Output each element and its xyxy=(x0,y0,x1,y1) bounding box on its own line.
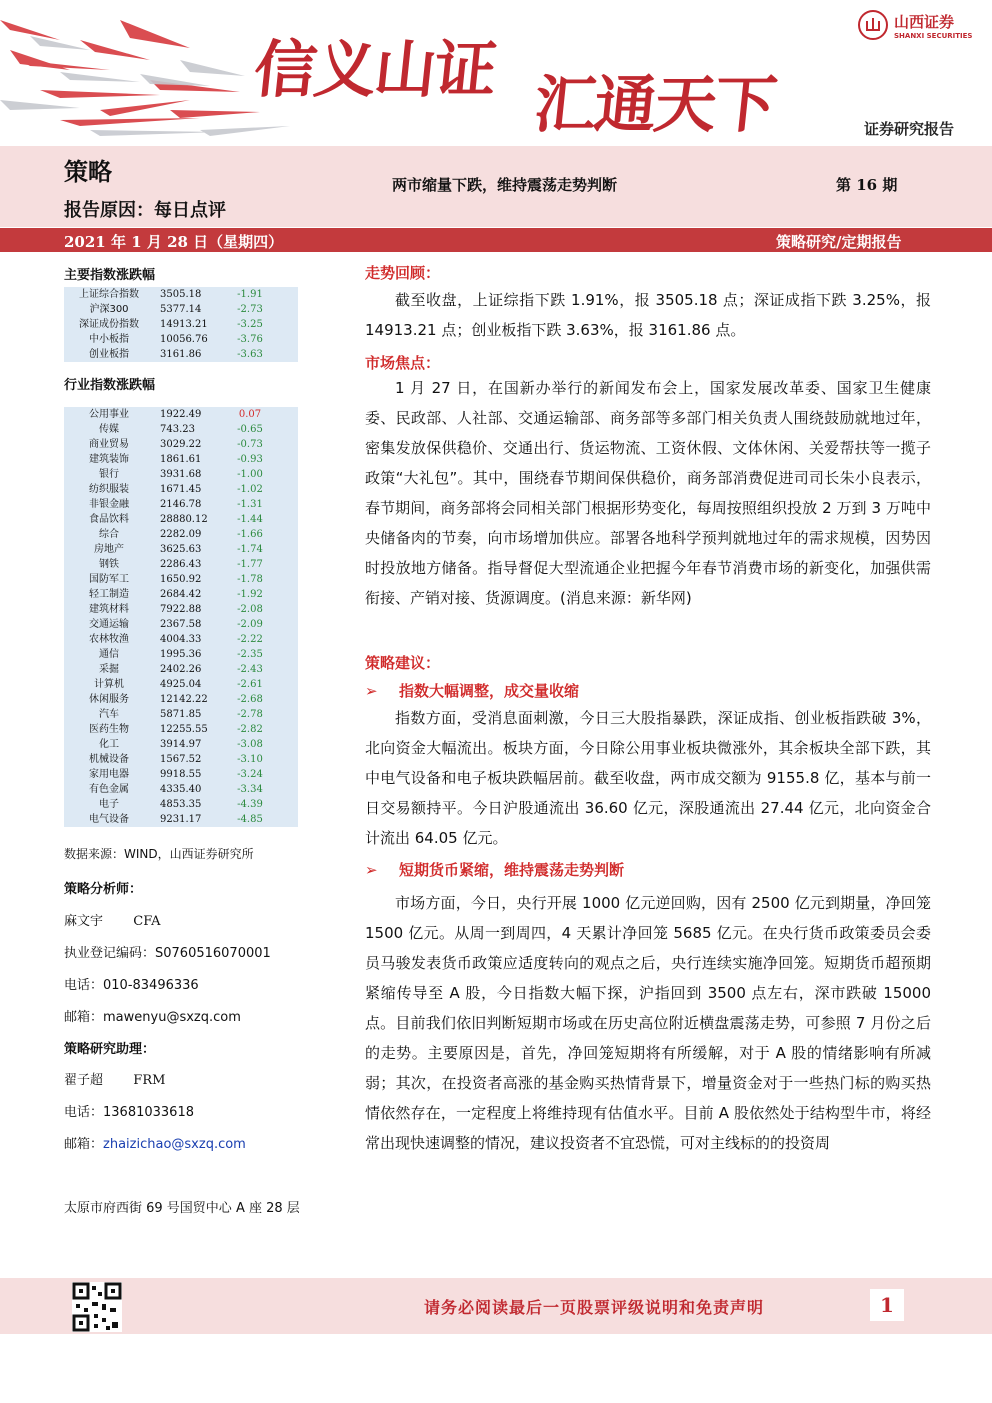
assistant-phone: 电话：13681033618 xyxy=(64,1105,194,1120)
index-change: 0.07 xyxy=(238,409,262,420)
industry-index-table xyxy=(64,407,298,827)
table-padding xyxy=(270,812,298,827)
index-name: 农林牧渔 xyxy=(89,634,129,645)
index-row xyxy=(64,332,298,347)
index-name: 建筑装饰 xyxy=(89,454,129,465)
issue-number: 第 16 期 xyxy=(836,176,898,194)
index-change: -1.74 xyxy=(237,544,263,555)
table-padding xyxy=(270,707,298,722)
table-padding xyxy=(270,662,298,677)
table-padding xyxy=(270,737,298,752)
analyst-registration: 执业登记编码：S0760516070001 xyxy=(64,946,271,961)
index-row xyxy=(64,527,298,542)
subheading-index-adjust-text: 指数大幅调整，成交量收缩 xyxy=(399,682,580,700)
index-row xyxy=(64,677,298,692)
table-padding xyxy=(270,422,298,437)
table-padding xyxy=(270,317,298,332)
table-padding xyxy=(270,767,298,782)
index-row xyxy=(64,467,298,482)
table-padding xyxy=(270,347,298,362)
index-row xyxy=(64,662,298,677)
index-name: 化工 xyxy=(99,739,119,750)
logo-text-cn: 山西证券 xyxy=(894,13,955,31)
table-padding xyxy=(270,752,298,767)
main-index-table xyxy=(64,287,298,362)
table-padding xyxy=(270,617,298,632)
index-name: 食品饮料 xyxy=(89,514,129,525)
table-padding xyxy=(270,497,298,512)
index-value: 1922.49 xyxy=(160,409,202,420)
index-name: 电子 xyxy=(99,799,119,810)
index-value: 743.23 xyxy=(160,424,195,435)
index-value: 4925.04 xyxy=(160,679,202,690)
table-padding xyxy=(270,302,298,317)
index-row xyxy=(64,782,298,797)
table-padding xyxy=(270,287,298,302)
index-name: 家用电器 xyxy=(89,769,129,780)
index-change: -3.25 xyxy=(237,319,263,330)
index-value: 3625.63 xyxy=(160,544,202,555)
index-row xyxy=(64,812,298,827)
index-row xyxy=(64,287,298,302)
table-padding xyxy=(270,557,298,572)
index-row xyxy=(64,587,298,602)
logo-text-en: SHANXI SECURITIES xyxy=(894,32,973,40)
page-number: 1 xyxy=(870,1289,904,1321)
index-row xyxy=(64,482,298,497)
table-padding xyxy=(270,782,298,797)
index-name: 创业板指 xyxy=(89,349,129,360)
table-padding xyxy=(270,572,298,587)
analyst-cert: CFA xyxy=(133,914,161,929)
index-name: 房地产 xyxy=(94,544,124,555)
index-name: 机械设备 xyxy=(89,754,129,765)
index-row xyxy=(64,692,298,707)
index-row xyxy=(64,602,298,617)
main-index-heading: 主要指数涨跌幅 xyxy=(64,268,156,283)
paragraph-focus: 1 月 27 日，在国新办举行的新闻发布会上，国家发展改革委、国家卫生健康委、民政部、人社部、交通运输部、商务部等多部门相关负责人围绕鼓励就地过年，密集发放保供稳价、交通出行、货运物流、工资休假、文体休闲、关爱帮扶等一揽子政策“大礼包”。其中，围绕春节期间保供稳价，商务部消费促进司司长朱小良表示，春节期间，商务部将会同相关部门根据形势变化，每周按照组织投放 2 万到 3 万吨中央储备肉的节奏，向市场增加供应。部署各地科学预判就地过年的需求规模，因势因时投放地方储备。指导督促大型流通企业把握今年春节消费市场的新变化，加强供需衔接、产销对接、货源调度。(消息来源：新华网) xyxy=(365,379,931,607)
index-change: -2.78 xyxy=(237,709,263,720)
index-value: 5377.14 xyxy=(160,304,202,315)
index-row xyxy=(64,422,298,437)
index-name: 商业贸易 xyxy=(89,439,129,450)
table-padding xyxy=(270,647,298,662)
index-value: 1567.52 xyxy=(160,754,202,765)
index-row xyxy=(64,797,298,812)
subheading-monetary-text: 短期货币紧缩，维持震荡走势判断 xyxy=(399,861,625,879)
table-padding xyxy=(270,602,298,617)
index-change: -1.77 xyxy=(237,559,263,570)
analyst-heading: 策略分析师： xyxy=(64,882,143,897)
index-change: -1.92 xyxy=(237,589,263,600)
index-name: 深证成份指数 xyxy=(79,319,139,330)
index-change: -2.61 xyxy=(237,679,263,690)
index-change: -2.43 xyxy=(237,664,263,675)
index-name: 钢铁 xyxy=(99,559,119,570)
analyst-name: 麻文宇 xyxy=(64,914,104,929)
data-source-note: 数据来源：WIND，山西证券研究所 xyxy=(64,847,254,861)
footer-disclaimer: 请务必阅读最后一页股票评级说明和免责声明 xyxy=(424,1298,765,1317)
index-value: 9231.17 xyxy=(160,814,202,825)
index-value: 1861.61 xyxy=(160,454,202,465)
table-padding xyxy=(270,632,298,647)
subheading-monetary xyxy=(365,859,624,880)
bullet-arrow-icon: ➢ xyxy=(365,861,378,879)
index-name: 采掘 xyxy=(99,664,119,675)
index-change: -2.82 xyxy=(237,724,263,735)
section-title: 策略 xyxy=(64,158,112,186)
index-name: 医药生物 xyxy=(89,724,129,735)
index-row xyxy=(64,542,298,557)
index-name: 汽车 xyxy=(99,709,119,720)
table-padding xyxy=(270,542,298,557)
index-change: -2.73 xyxy=(237,304,263,315)
index-name: 休闲服务 xyxy=(89,694,129,705)
index-change: -4.39 xyxy=(237,799,263,810)
index-name: 建筑材料 xyxy=(89,604,129,615)
table-padding xyxy=(270,692,298,707)
index-name: 公用事业 xyxy=(89,409,129,420)
paragraph-review: 截至收盘，上证综指下跌 1.91%，报 3505.18 点；深证成指下跌 3.25%，报 14913.21 点；创业板指下跌 3.63%，报 3161.86 点。 xyxy=(365,291,931,339)
index-value: 14913.21 xyxy=(160,319,208,330)
index-row xyxy=(64,302,298,317)
index-change: -3.34 xyxy=(237,784,263,795)
index-value: 4853.35 xyxy=(160,799,202,810)
index-change: -3.10 xyxy=(237,754,263,765)
index-name: 上证综合指数 xyxy=(79,289,139,300)
index-row xyxy=(64,347,298,362)
index-name: 电气设备 xyxy=(89,814,129,825)
index-value: 2282.09 xyxy=(160,529,202,540)
paragraph-monetary: 市场方面，今日，央行开展 1000 亿元逆回购，因有 2500 亿元到期量，净回笼 1500 亿元。从周一到周四，4 天累计净回笼 5685 亿元。在央行货币政策委员会委员马骏发表货币政策应适度转向的观点之后，央行连续实施净回笼。短期货币超预期紧缩传导至 A 股，今日指数大幅下探，沪指回到 3500 点左右，深市跌破 15000 点。目前我们依旧判断短期市场或在历史高位附近横盘震荡走势，可参照 7 月份之后的走势。主要原因是，首先，净回笼短期将有所缓解，对于 A 股的情绪影响有所减弱；其次，在投资者高涨的基金购买热情背景下，增量资金对于一些热门标的购买热情依然存在，一定程度上将维持现有估值水平。目前 A 股依然处于结构型牛市，将经常出现快速调整的情况，建议投资者不宜恐慌，可对主线标的的投资周 xyxy=(365,894,931,1152)
index-change: -2.08 xyxy=(237,604,263,615)
index-row xyxy=(64,617,298,632)
qr-code-icon xyxy=(72,1282,122,1332)
index-row xyxy=(64,632,298,647)
assistant-email-link[interactable]: zhaizichao@sxzq.com xyxy=(103,1137,246,1152)
index-value: 7922.88 xyxy=(160,604,202,615)
index-value: 4004.33 xyxy=(160,634,202,645)
index-row xyxy=(64,572,298,587)
report-category: 策略研究/定期报告 xyxy=(776,233,902,251)
index-row xyxy=(64,767,298,782)
table-padding xyxy=(270,482,298,497)
index-row xyxy=(64,647,298,662)
table-padding xyxy=(270,587,298,602)
slogan-part2: 汇通天下 xyxy=(530,68,779,141)
index-value: 2367.58 xyxy=(160,619,202,630)
index-name: 中小板指 xyxy=(89,334,129,345)
index-row xyxy=(64,452,298,467)
subheading-index-adjust xyxy=(365,680,579,701)
index-name: 纺织服装 xyxy=(89,484,129,495)
report-date: 2021 年 1 月 28 日（星期四） xyxy=(64,233,284,251)
index-value: 3029.22 xyxy=(160,439,202,450)
index-name: 传媒 xyxy=(99,424,119,435)
office-address: 太原市府西街 69 号国贸中心 A 座 28 层 xyxy=(64,1201,300,1216)
index-row xyxy=(64,557,298,572)
report-reason: 报告原因：每日点评 xyxy=(64,200,226,221)
index-change: -0.65 xyxy=(237,424,263,435)
index-row xyxy=(64,512,298,527)
index-change: -2.68 xyxy=(237,694,263,705)
assistant-email-line xyxy=(64,1133,246,1152)
index-value: 1671.45 xyxy=(160,484,202,495)
index-value: 12255.55 xyxy=(160,724,208,735)
index-change: -0.73 xyxy=(237,439,263,450)
analyst-phone: 电话：010-83496336 xyxy=(64,978,199,993)
logo-mark-icon xyxy=(858,10,888,40)
paragraph-index-adjust: 指数方面，受消息面刺激，今日三大股指暴跌，深证成指、创业板指跌破 3%，北向资金大幅流出。板块方面，今日除公用事业板块微涨外，其余板块全部下跌，其中电气设备和电子板块跌幅居前。截至收盘，两市成交额为 9155.8 亿，基本与前一日交易额持平。今日沪股通流出 36.60 亿元，深股通流出 27.44 亿元，北向资金合计流出 64.05 亿元。 xyxy=(365,709,931,847)
section-heading-advice: 策略建议： xyxy=(365,654,441,672)
index-name: 轻工制造 xyxy=(89,589,129,600)
index-row xyxy=(64,707,298,722)
index-value: 4335.40 xyxy=(160,784,202,795)
assistant-name: 翟子超 xyxy=(64,1073,104,1088)
index-change: -1.00 xyxy=(237,469,263,480)
table-padding xyxy=(270,677,298,692)
index-value: 2146.78 xyxy=(160,499,202,510)
company-logo xyxy=(858,10,976,44)
index-row xyxy=(64,752,298,767)
table-padding xyxy=(270,332,298,347)
bullet-arrow-icon: ➢ xyxy=(365,682,378,700)
table-padding xyxy=(270,797,298,812)
table-padding xyxy=(270,407,298,422)
index-change: -3.08 xyxy=(237,739,263,750)
analyst-email-label: 邮箱： xyxy=(64,1010,104,1025)
index-change: -0.93 xyxy=(237,454,263,465)
index-change: -1.78 xyxy=(237,574,263,585)
index-name: 银行 xyxy=(99,469,119,480)
index-name: 综合 xyxy=(99,529,119,540)
table-padding xyxy=(270,722,298,737)
index-value: 2286.43 xyxy=(160,559,202,570)
index-value: 12142.22 xyxy=(160,694,208,705)
index-value: 1650.92 xyxy=(160,574,202,585)
index-change: -1.31 xyxy=(237,499,263,510)
analyst-email[interactable]: mawenyu@sxzq.com xyxy=(103,1010,241,1025)
index-change: -4.85 xyxy=(237,814,263,825)
index-value: 2684.42 xyxy=(160,589,202,600)
index-row xyxy=(64,317,298,332)
index-value: 10056.76 xyxy=(160,334,208,345)
index-name: 计算机 xyxy=(94,679,124,690)
index-value: 3931.68 xyxy=(160,469,202,480)
report-type-label: 证券研究报告 xyxy=(864,120,955,138)
industry-index-heading: 行业指数涨跌幅 xyxy=(64,378,156,393)
analyst-email-line xyxy=(64,1006,241,1025)
index-row xyxy=(64,497,298,512)
index-name: 国防军工 xyxy=(89,574,129,585)
assistant-cert: FRM xyxy=(133,1073,166,1088)
index-row xyxy=(64,407,298,422)
section-heading-review: 走势回顾： xyxy=(365,264,441,282)
index-change: -1.91 xyxy=(237,289,263,300)
index-value: 2402.26 xyxy=(160,664,202,675)
table-padding xyxy=(270,527,298,542)
index-value: 1995.36 xyxy=(160,649,202,660)
index-name: 交通运输 xyxy=(89,619,129,630)
table-padding xyxy=(270,512,298,527)
table-padding xyxy=(270,437,298,452)
index-name: 通信 xyxy=(99,649,119,660)
index-row xyxy=(64,437,298,452)
assistant-name-line xyxy=(64,1069,165,1088)
assistant-email-label: 邮箱： xyxy=(64,1137,104,1152)
index-value: 3161.86 xyxy=(160,349,202,360)
index-name: 有色金属 xyxy=(89,784,129,795)
index-value: 9918.55 xyxy=(160,769,202,780)
table-padding xyxy=(270,452,298,467)
index-change: -1.66 xyxy=(237,529,263,540)
index-change: -2.09 xyxy=(237,619,263,630)
index-value: 5871.85 xyxy=(160,709,202,720)
slogan-part1: 信义山证 xyxy=(250,33,499,106)
index-value: 28880.12 xyxy=(160,514,208,525)
index-row xyxy=(64,722,298,737)
index-change: -3.24 xyxy=(237,769,263,780)
section-heading-focus: 市场焦点： xyxy=(365,354,441,372)
index-name: 沪深300 xyxy=(89,304,129,315)
table-padding xyxy=(270,467,298,482)
report-headline: 两市缩量下跌，维持震荡走势判断 xyxy=(392,176,618,194)
index-value: 3914.97 xyxy=(160,739,202,750)
index-row xyxy=(64,737,298,752)
analyst-name-line xyxy=(64,910,161,929)
assistant-heading: 策略研究助理： xyxy=(64,1042,156,1057)
index-name: 非银金融 xyxy=(89,499,129,510)
index-change: -2.35 xyxy=(237,649,263,660)
index-change: -2.22 xyxy=(237,634,263,645)
index-value: 3505.18 xyxy=(160,289,202,300)
index-change: -1.44 xyxy=(237,514,263,525)
index-change: -3.76 xyxy=(237,334,263,345)
index-change: -3.63 xyxy=(237,349,263,360)
index-change: -1.02 xyxy=(237,484,263,495)
